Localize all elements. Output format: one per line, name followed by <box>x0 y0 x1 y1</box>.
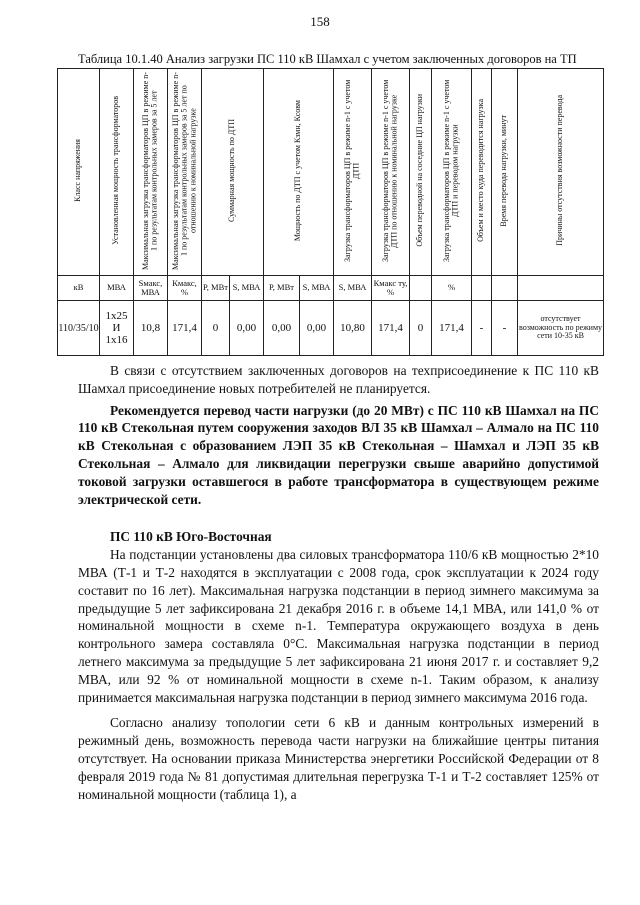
unit-cell: S, МВА <box>334 276 372 301</box>
unit-cell: Кмакс ту, % <box>372 276 410 301</box>
cell-k-after: 171,4 <box>432 301 472 356</box>
unit-cell: P, МВт <box>264 276 300 301</box>
header-cell: Время перевода нагрузки, минут <box>492 69 518 276</box>
unit-cell <box>410 276 432 301</box>
header-cell: Причины отсутствия возможности перевода <box>518 69 604 276</box>
unit-cell <box>472 276 492 301</box>
header-cell: Мощность по ДТП с учетом Кзмн, Ксовм <box>264 69 334 276</box>
unit-cell: МВА <box>100 276 134 301</box>
cell-installed-power: 1x25 И 1x16 <box>100 301 134 356</box>
header-cell: Загрузка трансформаторов ЦП в режиме n-1 с учетом ДТП <box>334 69 372 276</box>
header-cell: Класс напряжения <box>58 69 100 276</box>
unit-cell: % <box>432 276 472 301</box>
header-cell: Объем переводной на соседние ЦП нагрузки <box>410 69 432 276</box>
header-cell: Максимальная загрузка трансформаторов ЦП в режиме n-1 по результатам контрольных замеров за 5 лет по отношению к номинальной нагрузке <box>168 69 202 276</box>
cell-p-k: 0,00 <box>264 301 300 356</box>
header-cell: Максимальная загрузка трансформаторов ЦП в режиме n-1 по результатам контрольных замеров за 5 лет <box>134 69 168 276</box>
table-units-row <box>58 276 604 301</box>
body-text <box>78 362 599 803</box>
unit-cell: S, МВА <box>300 276 334 301</box>
cell-s-total: 10,80 <box>334 301 372 356</box>
paragraph: На подстанции установлены два силовых трансформатора 110/6 кВ мощностью 2*10 МВА (Т-1 и Т-2 находятся в эксплуатации с 2008 года, срок эксплуатации к 2024 году составит по 16 лет). Максимальная нагрузка подстанции в период зимнего максимума за предыдущие 5 лет зафиксирована 21 декабря 2016 г. в объеме 14,1 МВА, или 141,0 % от номинальной мощности в схеме n-1. Температура окружающего воздуха в день контрольного замера составляла 0°С. Максимальная нагрузка подстанции в период летнего максимума за предыдущие 5 лет зафиксирована 21 июня 2017 г. и составляет 9,2 МВА, или 92 % от номинальной мощности в схеме n-1. Таким образом, к анализу принимается максимальная нагрузка подстанции в период зимнего максимума 2016 года. <box>78 547 599 705</box>
unit-cell: P, МВт <box>202 276 230 301</box>
page-number: 158 <box>310 14 330 29</box>
unit-cell <box>492 276 518 301</box>
load-analysis-table <box>57 68 604 356</box>
unit-cell: Sмакс, МВА <box>134 276 168 301</box>
table-header-row <box>58 69 604 276</box>
unit-cell <box>518 276 604 301</box>
header-cell: Установленная мощность трансформаторов <box>100 69 134 276</box>
paragraph: В связи с отсутствием заключенных договоров на техприсоединение к ПС 110 кВ Шамхал присоединение новых потребителей не планируется. <box>78 363 599 396</box>
unit-cell: Кмакс, % <box>168 276 202 301</box>
cell-s-k: 0,00 <box>300 301 334 356</box>
cell-transfer-volume: 0 <box>410 301 432 356</box>
unit-cell: S, МВА <box>230 276 264 301</box>
paragraph: Согласно анализу топологии сети 6 кВ и данным контрольных измерений в режимный день, возможность перевода части нагрузки на ближайшие центры питания отсутствует. На основании приказа Министерства энергетики Российской Федерации от 8 февраля 2019 года № 81 допустимая длительная перегрузка Т-1 и Т-2 составляет 125% от номинальной мощности (таблица 1), а <box>78 715 599 802</box>
header-cell: Объем и место куда переводится нагрузка <box>472 69 492 276</box>
cell-k-total: 171,4 <box>372 301 410 356</box>
table-row <box>58 301 604 356</box>
cell-transfer-time: - <box>492 301 518 356</box>
cell-reason: отсутствует возможность по режиму сети 10-35 кВ <box>518 301 604 356</box>
cell-transfer-place: - <box>472 301 492 356</box>
cell-p-dtp: 0 <box>202 301 230 356</box>
section-heading: ПС 110 кВ Юго-Восточная <box>110 529 272 545</box>
table-caption: Таблица 10.1.40 Анализ загрузки ПС 110 кВ Шамхал с учетом заключенных договоров на ТП <box>78 52 577 66</box>
cell-s-dtp: 0,00 <box>230 301 264 356</box>
header-cell: Суммарная мощность по ДТП <box>202 69 264 276</box>
header-cell: Загрузка трансформаторов ЦП в режиме n-1 с учетом ДТП и переводом нагрузки <box>432 69 472 276</box>
header-cell: Загрузка трансформаторов ЦП в режиме n-1 с учетом ДТП по отношению к номинальной нагрузке <box>372 69 410 276</box>
cell-kmax: 171,4 <box>168 301 202 356</box>
recommendation-paragraph: Рекомендуется перевод части нагрузки (до 20 МВт) с ПС 110 кВ Шамхал на ПС 110 кВ Стекольная путем сооружения заходов ВЛ 35 кВ Шамхал – Алмало на ПС 110 кВ Стекольная с образованием ЛЭП 35 кВ Стекольная – Шамхал и ЛЭП 35 кВ Стекольная – Алмало для ликвидации перегрузки свыше аварийно допустимой токовой загрузки оставшегося в работе трансформатора в существующем режиме электрической сети. <box>78 402 599 507</box>
unit-cell: кВ <box>58 276 100 301</box>
cell-smax: 10,8 <box>134 301 168 356</box>
cell-voltage: 110/35/10 <box>58 301 100 356</box>
